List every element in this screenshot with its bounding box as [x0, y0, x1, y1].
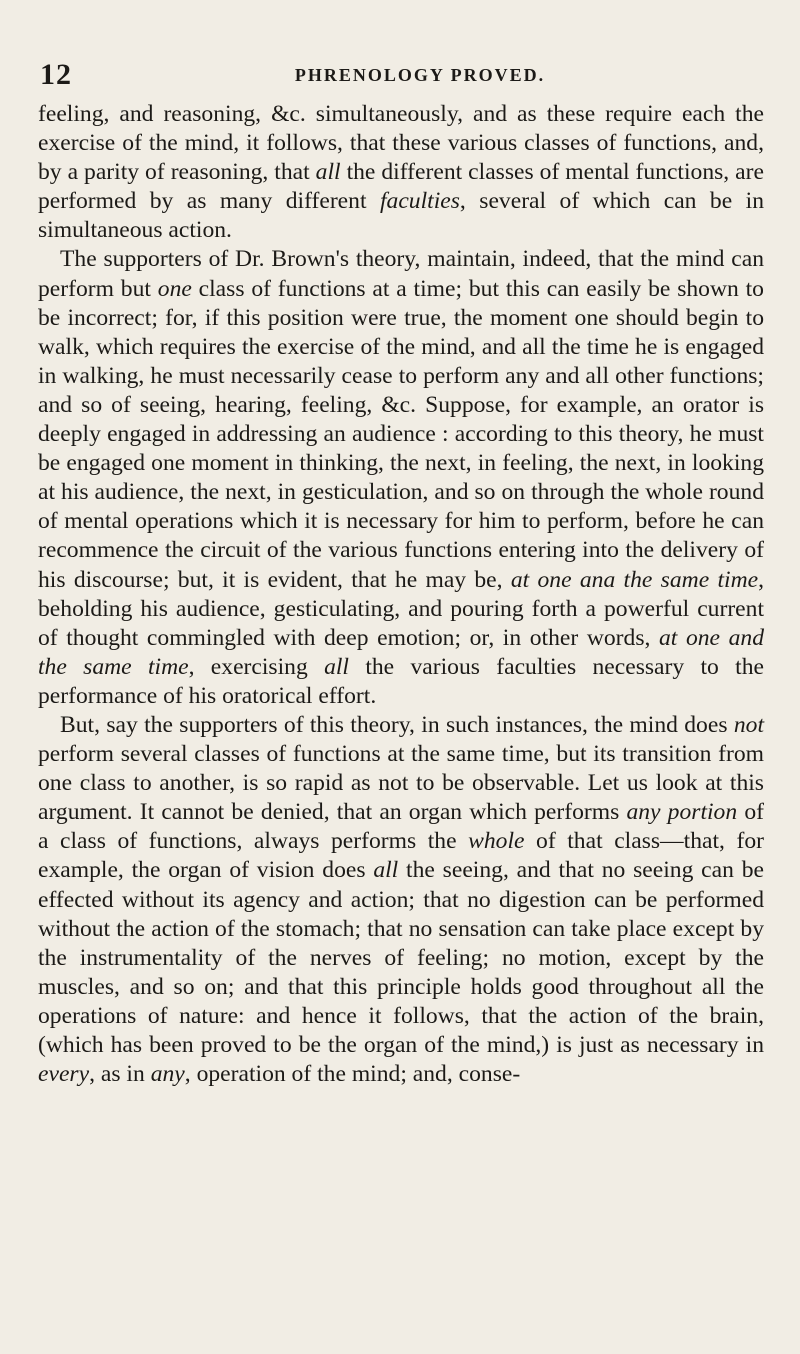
italic-run: any	[150, 1061, 185, 1088]
running-head	[0, 58, 800, 98]
running-title: PHRENOLOGY PROVED.	[294, 65, 546, 85]
text-run: of that class—that, for example, the organ of vision does	[38, 828, 764, 884]
italic-run: at one and the same time	[38, 624, 764, 680]
italic-run: whole	[468, 828, 525, 855]
text-run: the different classes of mental functions, are performed by as many different	[38, 159, 764, 215]
italic-run: not	[733, 711, 764, 738]
text-run: class of functions at a time; but this can easily be shown to be incorrect; for, if this position were true, the moment one should begin to walk, which requires the exercise of the mind, and all the time he is engaged in walking, he must necessarily cease to perform any and all other functions; and so of seeing, hearing, feeling, &c. Suppose, for example, an orator is deeply engaged in addressing an audience : according to this theory, he must be engaged one moment in thinking, the next, in feeling, the next, in looking at his audience, the next, in gesticulation, and so on through the whole round of mental operations which it is necessary for him to perform, before he can recommence the circuit of the various functions entering into the delivery of his discourse; but, it is evident, that he may be,	[38, 275, 764, 593]
paragraph	[38, 711, 764, 1089]
text-run: , as in	[89, 1061, 151, 1088]
italic-run: any portion	[626, 799, 738, 826]
text-run: , beholding his audience, gesticulating, and pouring forth a powerful current of thought commingled with deep emotion; or, in other words,	[38, 566, 764, 651]
text-run: , operation of the mind; and, conse-	[184, 1061, 521, 1088]
italic-run: all	[373, 857, 399, 884]
text-run: the seeing, and that no seeing can be effected without its agency and action; that no digestion can be performed without the action of the stomach; that no sensation can take place except by the instrumentality of the nerves of feeling; no motion, except by the muscles, and so on; and that this principle holds good throughout all the operations of nature: and hence it follows, that the action of the brain, (which has been proved to be the organ of the mind,) is just as necessary in	[38, 857, 764, 1058]
paragraph	[38, 100, 764, 245]
text-run: The supporters of Dr. Brown's theory, maintain, indeed, that the mind can perform but	[38, 246, 764, 302]
text-run: the various faculties necessary to the performance of his oratorical effort.	[38, 653, 764, 709]
page-number: 12	[40, 58, 72, 91]
text-run: But, say the supporters of this theory, in such instances, the mind does	[60, 711, 734, 738]
paragraph	[38, 245, 764, 711]
text-run: feeling, and reasoning, &c. simultaneously, and as these require each the exercise of the mind, it follows, that these various classes of functions, and, by a parity of reasoning, that	[38, 101, 764, 186]
text-run: of a class of functions, always performs the	[38, 799, 764, 855]
italic-run: all	[324, 653, 349, 680]
italic-run: at one ana the same time	[510, 566, 759, 593]
italic-run: all	[315, 159, 341, 186]
italic-run: one	[157, 275, 192, 302]
body-text	[38, 100, 764, 1089]
italic-run: faculties	[379, 188, 460, 215]
text-run: perform several classes of functions at the same time, but its transition from one class to another, is so rapid as not to be observable. Let us look at this argument. It cannot be denied, that an organ which performs	[38, 741, 764, 826]
text-run: , exercising	[188, 653, 325, 680]
italic-run: every	[38, 1061, 90, 1088]
text-run: , several of which can be in simultaneous action.	[38, 188, 764, 244]
